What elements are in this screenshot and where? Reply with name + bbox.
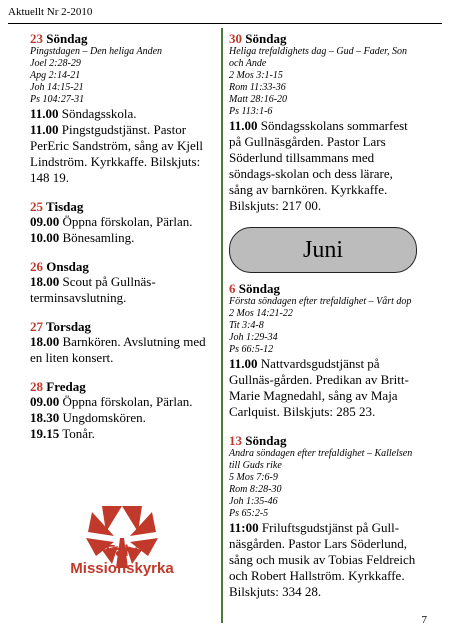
event-text: Öppna förskolan, Pärlan. — [62, 214, 193, 229]
event-text: Scout på Gullnäs-terminsavslutning. — [30, 274, 156, 305]
logo-line1: Falu — [105, 543, 139, 560]
bible-reference: Joh 14:15-21 — [30, 82, 84, 93]
bible-reference: Matt 28:16-20 — [229, 94, 288, 105]
bible-references — [229, 308, 417, 356]
church-logo-text — [60, 543, 184, 577]
event-line — [30, 426, 216, 442]
event-line — [229, 520, 417, 600]
event-text: Tonår. — [62, 426, 95, 441]
bible-reference: Ps 66:5-12 — [229, 344, 274, 355]
header-rule — [8, 23, 442, 24]
bible-reference: Apg 2:14-21 — [30, 70, 81, 81]
event-line — [229, 356, 417, 420]
left-column — [30, 31, 216, 455]
day-number: 25 — [30, 199, 43, 214]
day-name: Torsdag — [46, 319, 92, 334]
day-block — [30, 259, 216, 306]
day-subtitle: Heliga trefaldighets dag – Gud – Fader, Son och Ande — [229, 46, 407, 69]
day-number: 6 — [229, 281, 236, 296]
event-line — [30, 274, 216, 306]
bible-reference: Rom 11:33-36 — [229, 82, 286, 93]
bible-reference: 2 Mos 14:21-22 — [229, 308, 293, 319]
day-block — [229, 281, 417, 420]
day-title — [229, 31, 417, 46]
event-line — [30, 410, 216, 426]
bible-reference: Joh 1:29-34 — [229, 332, 278, 343]
day-number: 23 — [30, 31, 43, 46]
day-name: Söndag — [46, 31, 88, 46]
day-block — [30, 199, 216, 246]
page-number: 7 — [421, 614, 427, 626]
event-text: Pingstgudstjänst. Pastor PerEric Sandström, sång av Kjell Lindström. Kyrkkaffe. Bilskjuts: 148 19. — [30, 122, 203, 185]
day-subtitle: Andra söndagen efter trefaldighet – Kallelsen till Guds rike — [229, 448, 413, 471]
bible-reference: Ps 65:2-5 — [229, 508, 269, 519]
day-number: 28 — [30, 379, 43, 394]
event-line — [30, 394, 216, 410]
day-block — [30, 379, 216, 442]
day-block — [30, 31, 216, 186]
day-name: Söndag — [245, 433, 287, 448]
event-text: Friluftsgudstjänst på Gull-näsgården. Pastor Lars Söderlund, sång och musik av Tobias Feldreich och Robert Hallström. Kyrkkaffe. Bilskjuts: 334 28. — [229, 520, 416, 599]
day-number: 30 — [229, 31, 242, 46]
event-text: Nattvardsgudstjänst på Gullnäs-gården. Predikan av Britt-Marie Magnedahl, sång av Maja Carlquist. Bilskjuts: 285 23. — [229, 356, 409, 419]
event-text: Öppna förskolan, Pärlan. — [62, 394, 193, 409]
event-text: Söndagsskolans sommarfest på Gullnäsgården. Pastor Lars Söderlund tillsammans med söndags-skolan och dess lärare, sång av barnkören. Kyrkkaffe. Bilskjuts: 217 00. — [229, 118, 408, 213]
day-block — [229, 433, 417, 600]
event-line — [30, 334, 216, 366]
header-title: Aktuellt Nr 2-2010 — [8, 6, 93, 18]
event-time: 11:00 — [229, 520, 259, 535]
day-title — [30, 199, 216, 214]
bible-references — [229, 472, 417, 520]
event-time: 11.00 — [229, 118, 258, 133]
bible-reference: Rom 8:28-30 — [229, 484, 282, 495]
event-time: 18.00 — [30, 274, 60, 289]
event-time: 09.00 — [30, 394, 60, 409]
day-name: Tisdag — [46, 199, 84, 214]
event-time: 18.30 — [30, 410, 60, 425]
day-title — [30, 31, 216, 46]
day-number: 13 — [229, 433, 242, 448]
column-divider — [221, 28, 223, 623]
day-name: Onsdag — [46, 259, 89, 274]
day-name: Söndag — [245, 31, 287, 46]
event-time: 11.00 — [229, 356, 258, 371]
day-block — [30, 319, 216, 366]
right-column — [229, 31, 417, 613]
event-time: 18.00 — [30, 334, 60, 349]
bible-reference: Joh 1:35-46 — [229, 496, 278, 507]
day-title — [30, 379, 216, 394]
bible-reference: 5 Mos 7:6-9 — [229, 472, 278, 483]
event-time: 10.00 — [30, 230, 60, 245]
day-subtitle: Första söndagen efter trefaldighet – Vårt dop — [229, 296, 412, 307]
bible-references — [30, 58, 216, 106]
event-text: Ungdomskören. — [62, 410, 146, 425]
event-text: Barnkören. Avslutning med en liten konsert. — [30, 334, 206, 365]
event-line — [229, 118, 417, 214]
day-title — [229, 433, 417, 448]
event-text: Söndagsskola. — [61, 106, 137, 121]
event-time: 11.00 — [30, 106, 59, 121]
day-title — [229, 281, 417, 296]
day-subtitle: Pingstdagen – Den heliga Anden — [30, 46, 163, 57]
bible-reference: 2 Mos 3:1-15 — [229, 70, 283, 81]
bible-reference: Ps 113:1-6 — [229, 106, 273, 117]
day-title — [30, 259, 216, 274]
event-line — [30, 106, 216, 122]
bible-references — [229, 70, 417, 118]
day-block — [229, 31, 417, 214]
event-line — [30, 230, 216, 246]
event-time: 19.15 — [30, 426, 60, 441]
logo-line2: Missionskyrka — [70, 560, 174, 577]
bible-reference: Tit 3:4-8 — [229, 320, 264, 331]
month-banner: Juni — [229, 227, 417, 273]
event-line — [30, 122, 216, 186]
event-time: 11.00 — [30, 122, 59, 137]
day-number: 26 — [30, 259, 43, 274]
event-text: Bönesamling. — [62, 230, 135, 245]
day-name: Fredag — [46, 379, 86, 394]
day-name: Söndag — [238, 281, 280, 296]
bible-reference: Joel 2:28-29 — [30, 58, 81, 69]
bible-reference: Ps 104:27-31 — [30, 94, 85, 105]
day-number: 27 — [30, 319, 43, 334]
day-title — [30, 319, 216, 334]
event-time: 09.00 — [30, 214, 60, 229]
event-line — [30, 214, 216, 230]
